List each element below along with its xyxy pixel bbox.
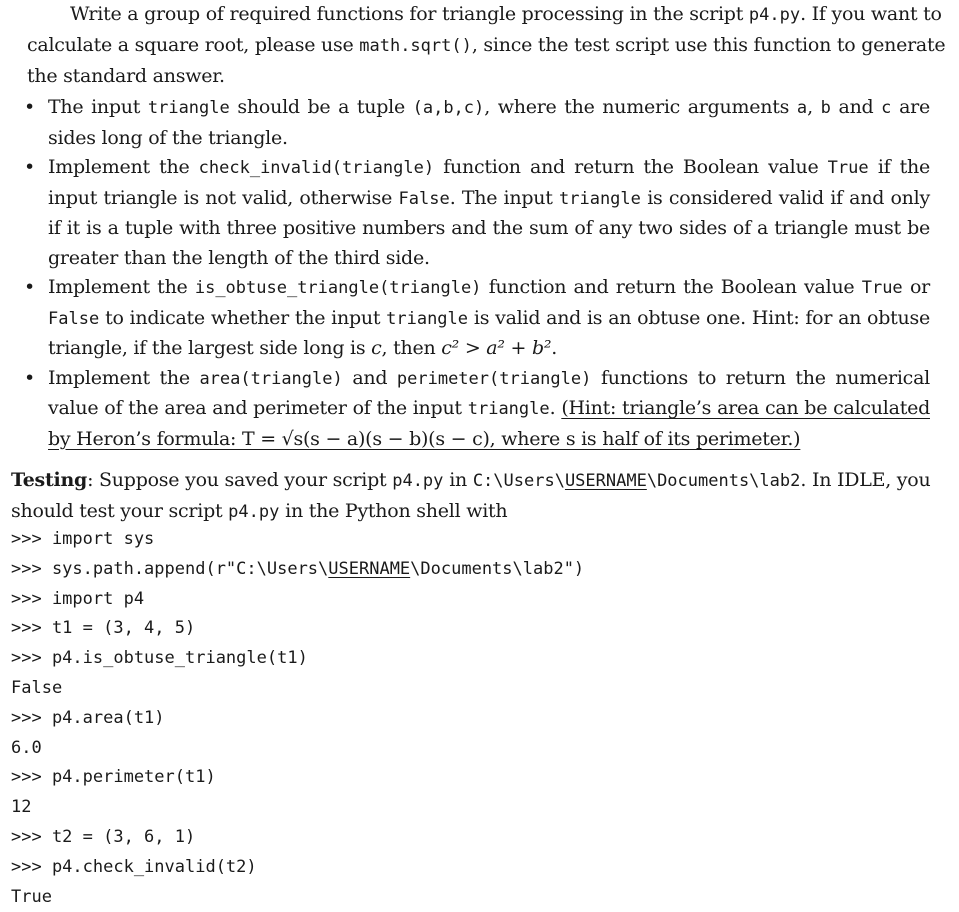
shell-input-line: >>> t2 = (3, 6, 1): [11, 826, 196, 847]
path-username: USERNAME: [564, 471, 647, 491]
list-text: Implement the: [48, 366, 200, 389]
shell-input-line: >>> import p4: [11, 588, 145, 609]
requirements-list: [0, 93, 959, 454]
testing-label: Testing: [11, 469, 88, 491]
intro-text: Write a group of required functions for triangle processing in the script: [70, 3, 749, 25]
inline-code: is_obtuse_triangle(triangle): [194, 278, 482, 298]
code-path: [473, 471, 801, 491]
shell-output-line: False: [11, 677, 63, 698]
intro-text: calculate a square root, please use: [27, 34, 360, 56]
list-text: or: [902, 276, 930, 298]
python-shell-transcript: [11, 525, 584, 912]
list-text: function and return the Boolean value: [481, 276, 862, 298]
math-expression: c² > a² + b²: [441, 337, 552, 359]
code-p4py: p4.py: [392, 471, 444, 491]
inline-code: c: [881, 98, 892, 118]
list-text: function and return the Boolean value: [434, 156, 828, 178]
inline-code: True: [827, 158, 869, 178]
inline-code: triangle: [147, 98, 230, 118]
shell-output-line: True: [11, 886, 52, 907]
inline-code: False: [398, 188, 450, 209]
bullet-dot: •: [24, 366, 35, 389]
list-text: and: [342, 366, 397, 389]
list-text: functions to return the numerical value of the area and perimeter of the input: [48, 366, 930, 419]
intro-paragraph: [27, 0, 959, 91]
list-text: The input: [48, 96, 148, 118]
path-prefix: C:\Users\: [472, 471, 565, 491]
testing-paragraph: [11, 465, 959, 527]
list-text: Implement the: [48, 276, 195, 298]
shell-input-line: >>> import sys: [11, 529, 155, 549]
list-text: . The input: [449, 186, 559, 209]
inline-code: check_invalid(triangle): [198, 158, 435, 178]
testing-text: in: [443, 469, 473, 491]
inline-code: perimeter(triangle): [396, 368, 592, 389]
inline-code: a: [796, 98, 808, 118]
testing-text: in the Python shell with: [279, 500, 508, 522]
shell-input-line: >>> p4.perimeter(t1): [11, 767, 216, 788]
list-text: , where the numeric arguments: [484, 96, 797, 118]
inline-code: (a,b,c): [412, 98, 485, 118]
shell-input-line: >>> p4.check_invalid(t2): [11, 856, 257, 877]
testing-text: : Suppose you saved your script: [87, 469, 393, 491]
inline-code: triangle: [386, 308, 469, 329]
list-text: to indicate whether the input: [99, 306, 387, 329]
list-text: should be a tuple: [229, 96, 413, 118]
list-item: [0, 93, 930, 153]
list-text: is considered valid if and only if it is a tuple with three positive numbers and the sum of any two sides of a triangle must be greater than the length of the third side.: [48, 186, 930, 269]
math-expression: c: [371, 337, 382, 359]
list-item: [0, 364, 930, 455]
list-text: and: [830, 96, 882, 118]
list-text: .: [551, 337, 558, 359]
list-item: [0, 153, 930, 273]
shell-input-line: >>> sys.path.append(r"C:\Users\USERNAME\Documents\lab2"): [11, 558, 585, 579]
intro-line-3: the standard answer.: [27, 65, 225, 87]
intro-text: . If you want to: [800, 3, 942, 25]
list-text: if the input triangle is not valid, otherwise: [48, 156, 930, 209]
testing-text: . In IDLE, you should test your script: [11, 469, 931, 522]
inline-code: False: [48, 308, 100, 329]
code-math-sqrt: math.sqrt(): [359, 36, 472, 56]
list-text: is valid and is an obtuse one. Hint: for an obtuse triangle, if the largest side long is: [48, 306, 930, 359]
path-username: USERNAME: [328, 558, 411, 579]
inline-code: area(triangle): [199, 368, 343, 389]
bullet-dot: •: [24, 156, 35, 178]
shell-output-line: 12: [11, 797, 32, 818]
code-p4py: p4.py: [228, 502, 280, 522]
list-text: are sides long of the triangle.: [48, 96, 930, 149]
list-text: Implement the: [48, 156, 199, 178]
inline-code: triangle: [559, 188, 641, 209]
shell-output-line: 6.0: [11, 737, 42, 758]
list-text: .: [549, 397, 562, 419]
list-item: [0, 273, 930, 364]
code-p4py: p4.py: [748, 5, 801, 25]
bullet-dot: •: [24, 96, 35, 118]
shell-input-line: >>> t1 = (3, 4, 5): [11, 618, 196, 639]
inline-code: b: [820, 98, 831, 118]
inline-code: triangle: [467, 399, 550, 419]
path-suffix: \Documents\lab2: [646, 471, 801, 491]
shell-input-line: >>> p4.area(t1): [11, 707, 165, 728]
list-text: ,: [807, 96, 821, 118]
list-text: , then: [381, 337, 442, 359]
shell-input-line: >>> p4.is_obtuse_triangle(t1): [11, 648, 308, 669]
inline-code: True: [861, 278, 903, 298]
intro-text: , since the test script use this function to generate: [471, 34, 946, 56]
intro-line-1: [27, 0, 959, 30]
hint-text: (Hint: triangle’s area can be calculated by Heron’s formula: T = √s(s − a)(s − b)(s − c), where s is half of its perimeter.): [48, 397, 930, 450]
intro-line-2: [27, 30, 959, 61]
bullet-dot: •: [24, 276, 35, 298]
